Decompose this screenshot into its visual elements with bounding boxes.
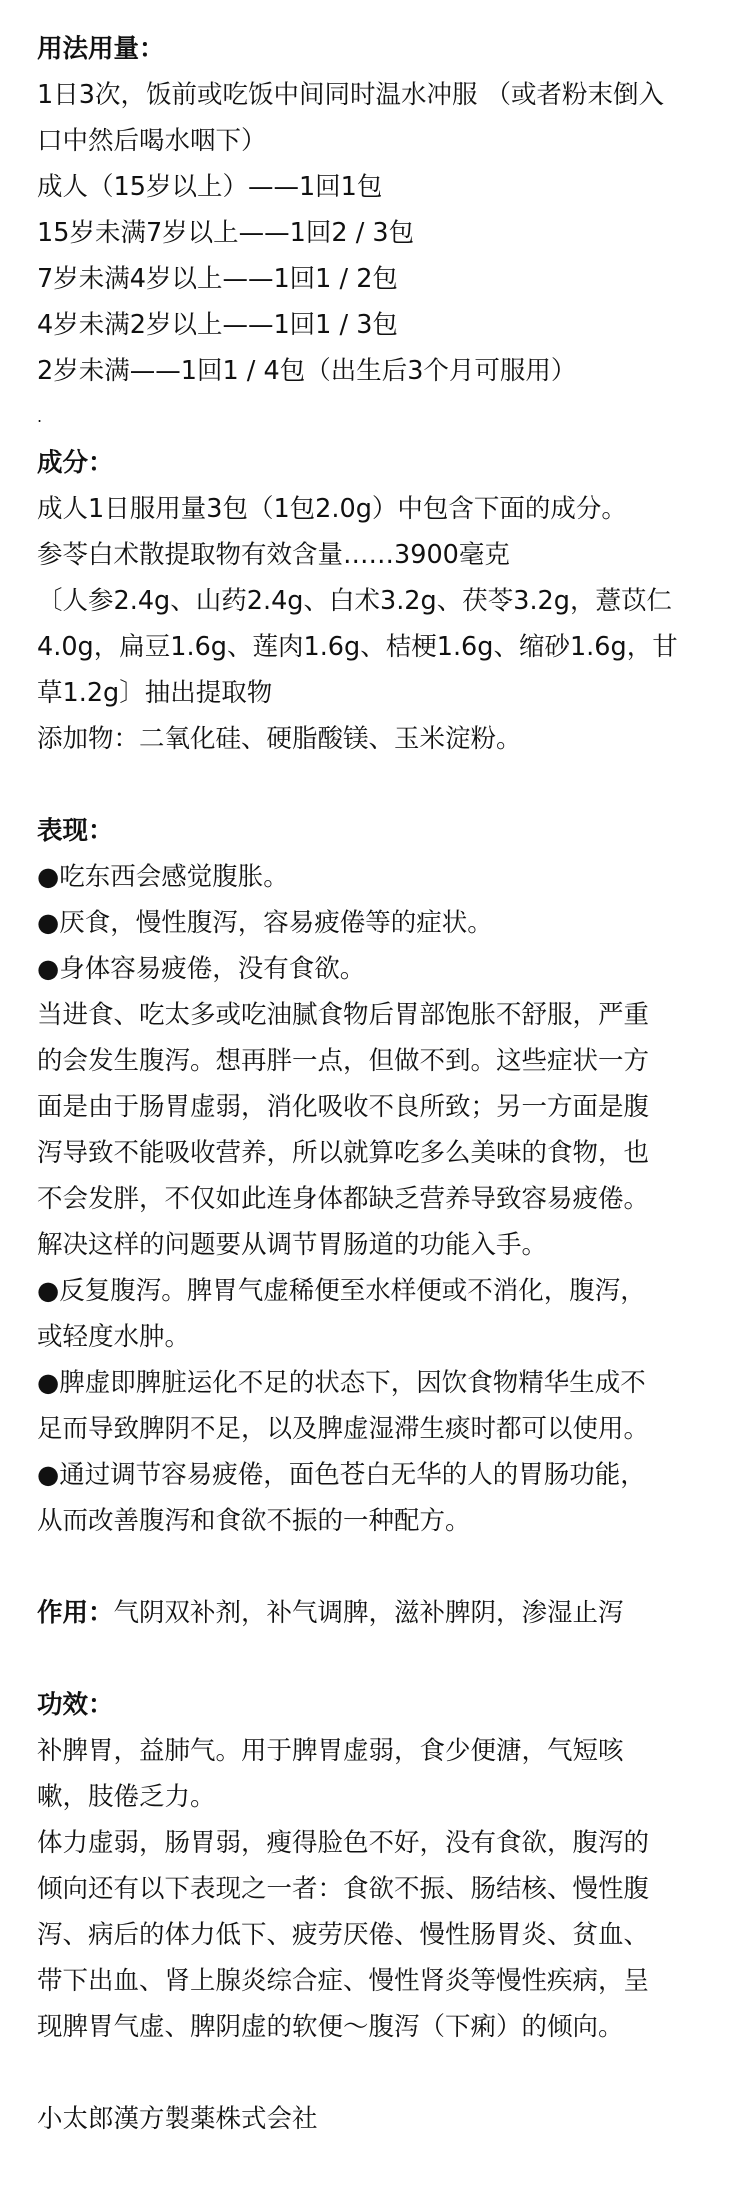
section-spacer [37,1544,716,1590]
ingredients-line-4: 4.0g，扁豆1.6g、莲肉1.6g、桔梗1.6g、缩砂1.6g，甘 [37,632,678,662]
symptoms-line-7: 泻导致不能吸收营养，所以就算吃多么美味的食物，也 [37,1138,650,1168]
efficacy-line-5: 泻、病后的体力低下、疲劳厌倦、慢性肠胃炎、贫血、 [37,1920,650,1950]
ingredients-heading: 成分： [37,448,114,478]
efficacy-line-1: 补脾胃，益肺气。用于脾胃虚弱，食少便溏，气短咳 [37,1736,624,1766]
efficacy-line-4: 倾向还有以下表现之一者：食欲不振、肠结核、慢性腹 [37,1874,650,1904]
efficacy-heading: 功效： [37,1690,114,1720]
symptoms-line-4: 当进食、吃太多或吃油腻食物后胃部饱胀不舒服，严重 [37,1000,650,1030]
section-spacer [37,762,716,808]
usage-line-7: 2岁未满——1回1 / 4包（出生后3个月可服用） [37,356,577,386]
usage-line-1: 1日3次，饭前或吃饭中间同时温水冲服 （或者粉末倒入 [37,80,665,110]
section-spacer [37,1636,716,1682]
usage-line-6: 4岁未满2岁以上——1回1 / 3包 [37,310,398,340]
efficacy-line-6: 带下出血、肾上腺炎综合症、慢性肾炎等慢性疾病，呈 [37,1966,650,1996]
symptoms-line-14: ●通过调节容易疲倦，面色苍白无华的人的胃肠功能， [37,1460,646,1490]
efficacy-line-3: 体力虚弱，肠胃弱，瘦得脸色不好，没有食欲，腹泻的 [37,1828,650,1858]
ingredients-line-2: 参苓白术散提取物有效含量……3900毫克 [37,540,510,570]
symptoms-line-8: 不会发胖，不仅如此连身体都缺乏营养导致容易疲倦。 [37,1184,650,1214]
symptoms-line-9: 解决这样的问题要从调节胃肠道的功能入手。 [37,1230,548,1260]
action-text: 气阴双补剂，补气调脾，滋补脾阴，渗湿止泻 [113,1598,624,1628]
action-heading: 作用： [37,1598,114,1628]
ingredients-line-1: 成人1日服用量3包（1包2.0g）中包含下面的成分。 [37,494,627,524]
symptoms-line-12: ●脾虚即脾脏运化不足的状态下，因饮食物精华生成不 [37,1368,646,1398]
symptoms-line-3: ●身体容易疲倦，没有食欲。 [37,954,366,984]
ingredients-line-6: 添加物：二氧化硅、硬脂酸镁、玉米淀粉。 [37,724,522,754]
usage-dot: . [37,407,43,426]
action-line [37,1590,716,1636]
efficacy-line-2: 嗽，肢倦乏力。 [37,1782,216,1812]
usage-line-2: 口中然后喝水咽下） [37,126,267,156]
usage-line-4: 15岁未满7岁以上——1回2 / 3包 [37,218,415,248]
symptoms-line-10: ●反复腹泻。脾胃气虚稀便至水样便或不消化，腹泻， [37,1276,646,1306]
efficacy-line-7: 现脾胃气虚、脾阴虚的软便～腹泻（下痢）的倾向。 [37,2012,624,2042]
symptoms-line-2: ●厌食，慢性腹泻，容易疲倦等的症状。 [37,908,493,938]
symptoms-line-1: ●吃东西会感觉腹胀。 [37,862,289,892]
usage-heading: 用法用量： [37,34,165,64]
symptoms-line-13: 足而导致脾阴不足，以及脾虚湿滞生痰时都可以使用。 [37,1414,650,1444]
symptoms-line-11: 或轻度水肿。 [37,1322,191,1352]
symptoms-line-15: 从而改善腹泻和食欲不振的一种配方。 [37,1506,471,1536]
symptoms-heading: 表现： [37,816,114,846]
usage-line-5: 7岁未满4岁以上——1回1 / 2包 [37,264,398,294]
ingredients-line-3: 〔人参2.4g、山药2.4g、白术3.2g、茯苓3.2g，薏苡仁 [37,586,672,616]
manufacturer-name: 小太郎漢方製薬株式会社 [37,2104,318,2134]
section-spacer [37,2050,716,2096]
usage-line-3: 成人（15岁以上）——1回1包 [37,172,383,202]
symptoms-line-5: 的会发生腹泻。想再胖一点，但做不到。这些症状一方 [37,1046,650,1076]
symptoms-line-6: 面是由于肠胃虚弱，消化吸收不良所致；另一方面是腹 [37,1092,650,1122]
ingredients-line-5: 草1.2g〕抽出提取物 [37,678,273,708]
